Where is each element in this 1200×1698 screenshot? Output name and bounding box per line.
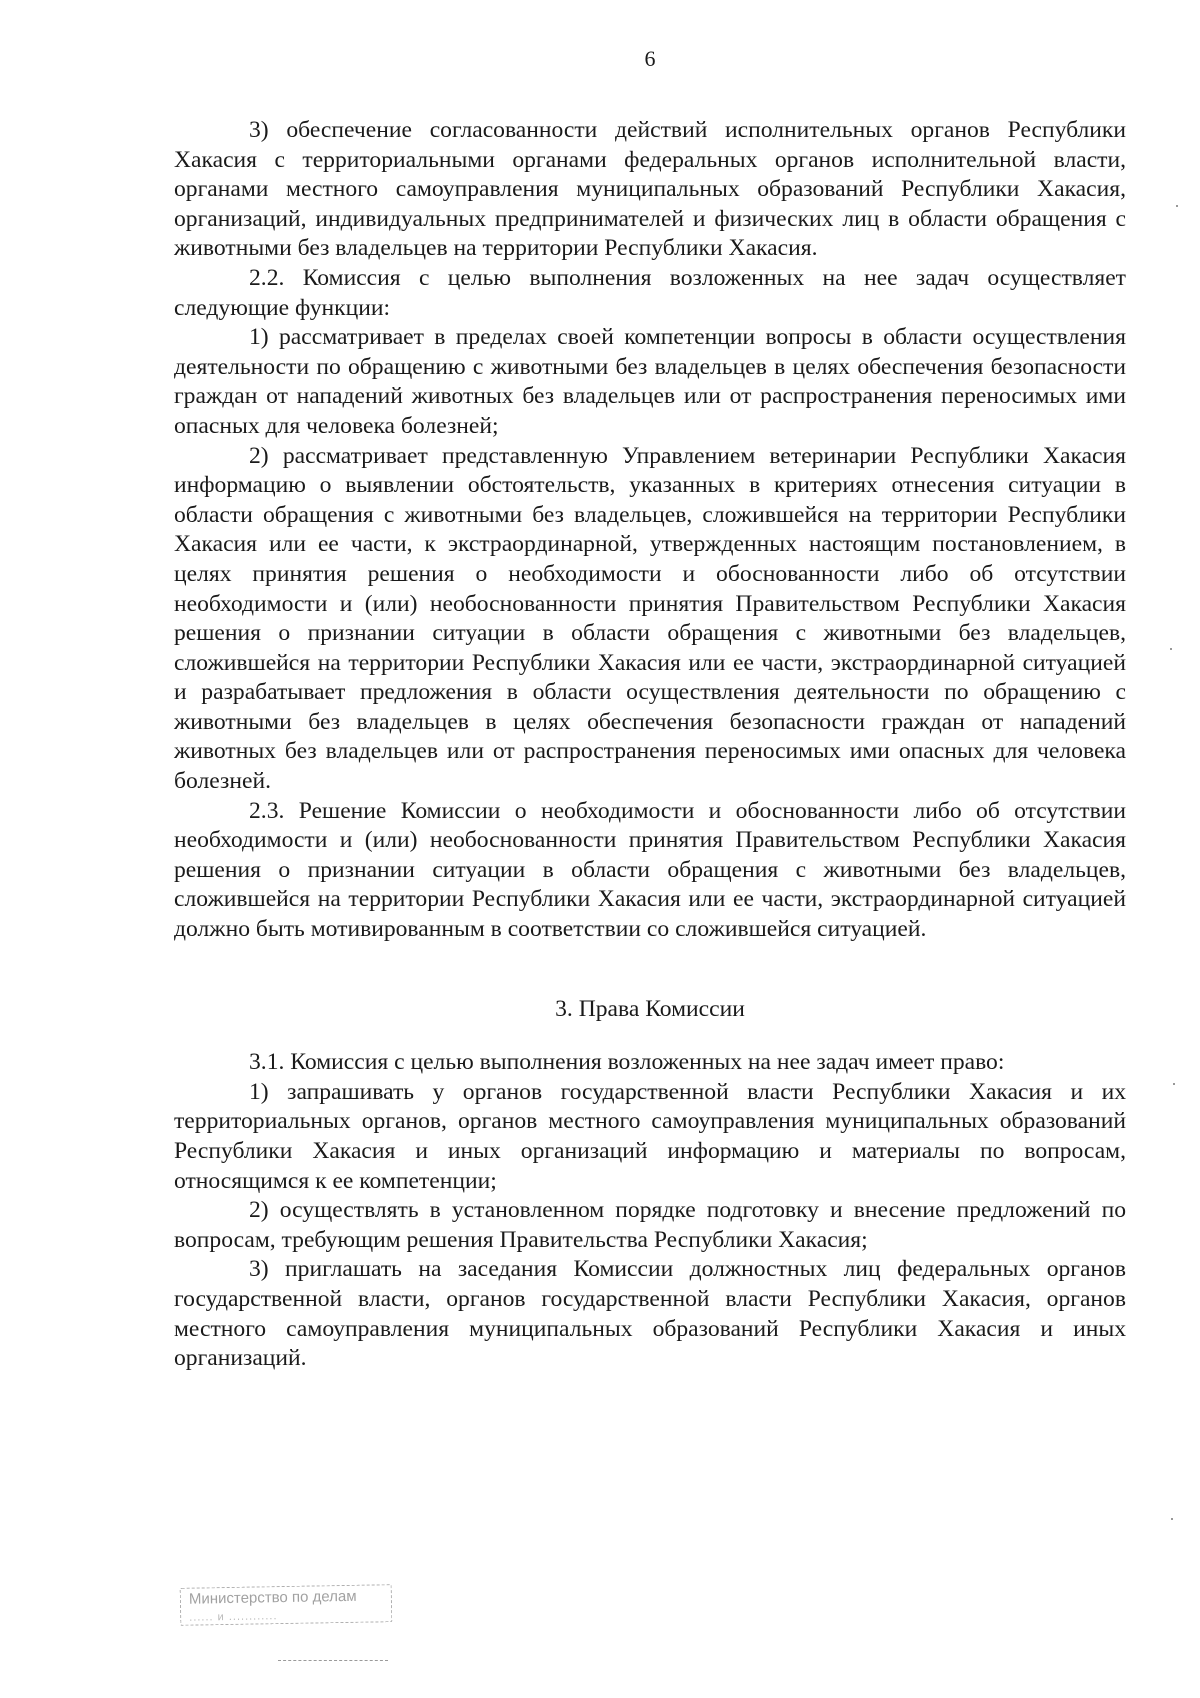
paragraph-right-2: 2) осуществлять в установленном порядке подготовку и внесение предложений по вопросам, требующим решения Правительства Республики Хакасия; xyxy=(174,1197,1126,1253)
ministry-stamp xyxy=(180,1584,393,1626)
scan-speck xyxy=(1170,648,1172,650)
page-number: 6 xyxy=(644,46,656,71)
paragraph-3-1: 3.1. Комиссия с целью выполнения возложенных на нее задач имеет право: xyxy=(249,1049,1005,1076)
stamp-line-2: ...... и ............ xyxy=(189,1610,278,1624)
scan-speck xyxy=(1171,1518,1173,1520)
paragraph-2-3: 2.3. Решение Комиссии о необходимости и обоснованности либо об отсутствии необходимости и (или) необоснованности принятия Правительством Республики Хакасия решения о признании ситуации в области обращения с животными без владельцев, сложившейся на территории Республики Хакасия или ее части, экстраординарной ситуацией должно быть мотивированным в соответствии со сложившейся ситуацией. xyxy=(174,797,1126,943)
scan-speck xyxy=(1173,1083,1175,1085)
paragraph-right-3: 3) приглашать на заседания Комиссии должностных лиц федеральных органов государственной власти, органов государственной власти Республики Хакасия, органов местного самоуправления муниципальных образований Республики Хакасия и иных организаций. xyxy=(174,1256,1126,1372)
paragraph-function-2: 2) рассматривает представленную Управлением ветеринарии Республики Хакасия информацию о выявлении обстоятельств, указанных в критериях отнесения ситуации в области обращения с животными без владельцев, сложившейся на территории Республики Хакасия или ее части, к экстраординарной, утвержденных настоящим постановлением, в целях принятия решения о необходимости и обоснованности либо об отсутствии необходимости и (или) необоснованности принятия Правительством Республики Хакасия решения о признании ситуации в области обращения с животными без владельцев, сложившейся на территории Республики Хакасия или ее части, экстраординарной ситуацией и разрабатывает предложения в области осуществления деятельности по обращению с животными без владельцев в целях обеспечения безопасности граждан от нападений животных без владельцев или от распространения переносимых ими опасных для человека болезней. xyxy=(174,442,1126,795)
section-heading-rights: 3. Права Комиссии xyxy=(555,995,745,1022)
paragraph-item-3: 3) обеспечение согласованности действий исполнительных органов Республики Хакасия с территориальными органами федеральных органов исполнительной власти, органами местного самоуправления муниципальных образований Республики Хакасия, организаций, индивидуальных предпринимателей и физических лиц в области обращения с животными без владельцев на территории Республики Хакасия. xyxy=(174,117,1126,262)
scan-speck xyxy=(1176,205,1178,207)
paragraph-2-2: 2.2. Комиссия с целью выполнения возложенных на нее задач осуществляет следующие функции: xyxy=(174,264,1126,321)
paragraph-function-1: 1) рассматривает в пределах своей компетенции вопросы в области осуществления деятельности по обращению с животными без владельцев в целях обеспечения безопасности граждан от нападений животных без владельцев или от распространения переносимых ими опасных для человека болезней; xyxy=(174,324,1126,439)
stamp-line-1: Министерство по делам xyxy=(188,1587,357,1608)
document-body xyxy=(174,116,1126,1374)
paragraph-right-1: 1) запрашивать у органов государственной власти Республики Хакасия и их территориальных органов, органов местного самоуправления муниципальных образований Республики Хакасия и иных организаций информацию и материалы по вопросам, относящимся к ее компетенции; xyxy=(174,1078,1126,1194)
scan-dash-mark xyxy=(278,1660,388,1661)
